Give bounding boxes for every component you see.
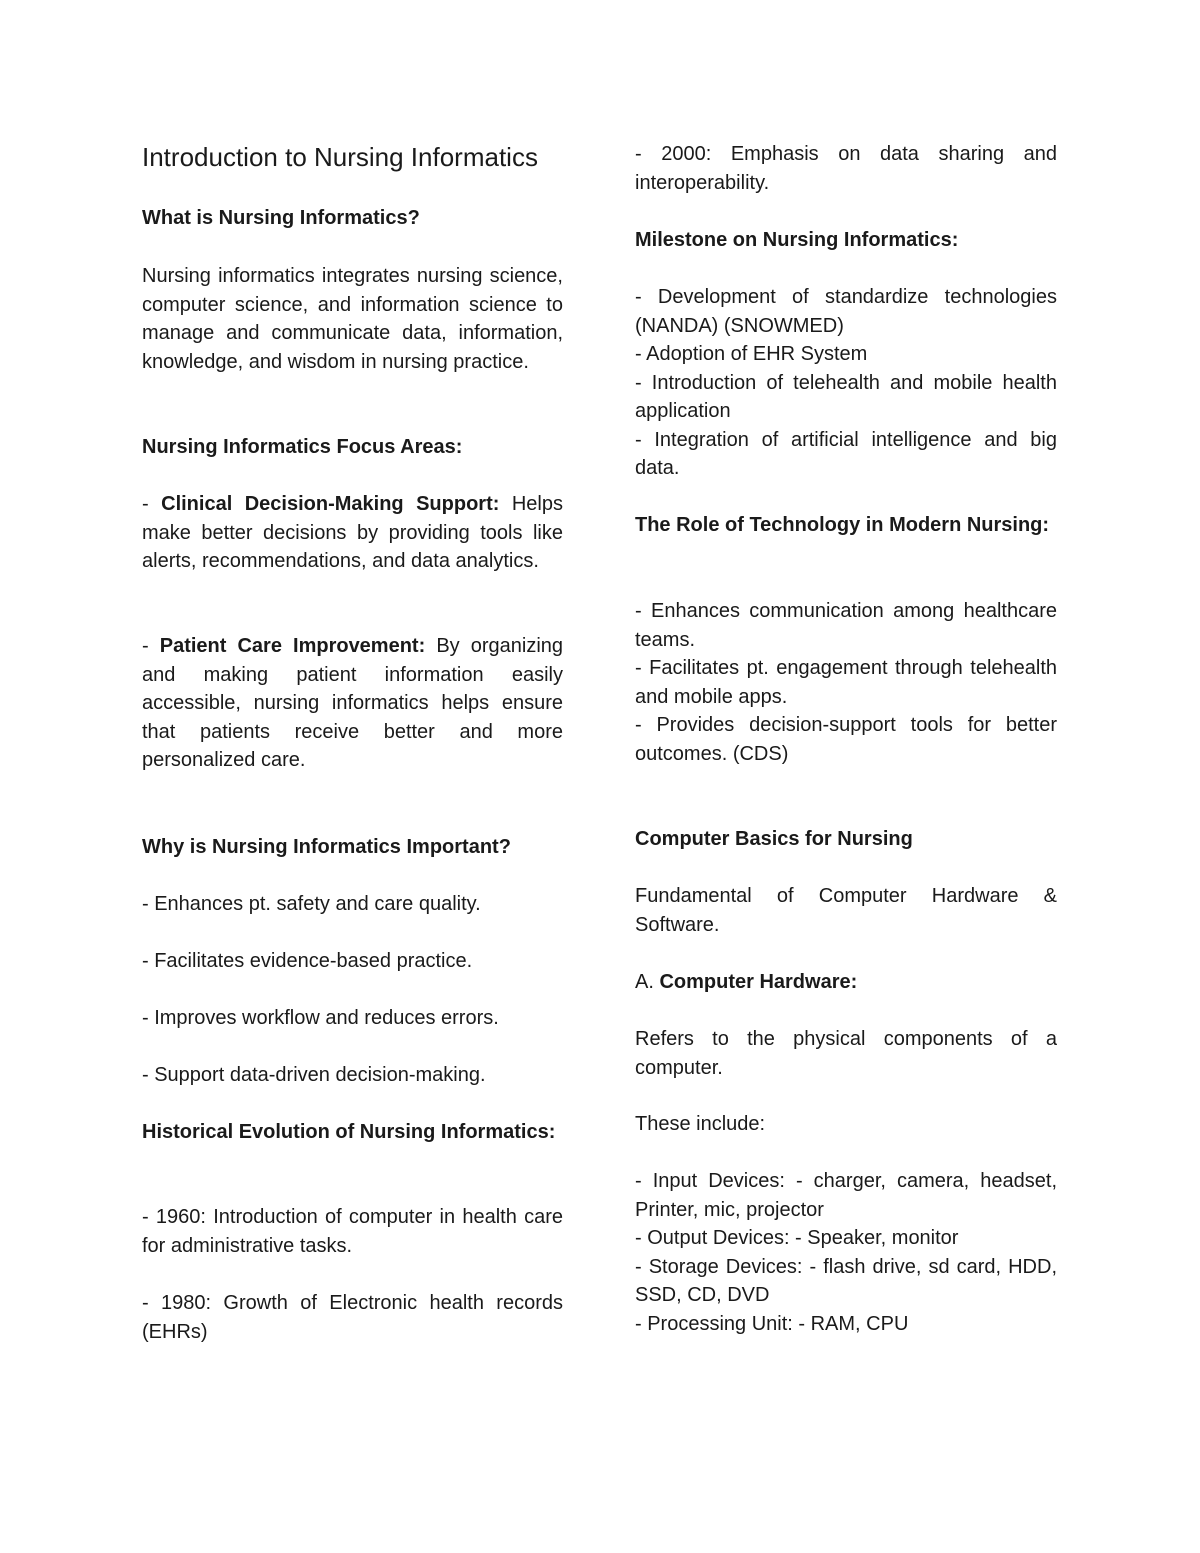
- why-item: - Enhances pt. safety and care quality.: [142, 893, 481, 915]
- role-item: - Enhances communication among healthcare teams.: [635, 600, 1057, 651]
- milestone-list: [635, 283, 1057, 483]
- why-item: - Improves workflow and reduces errors.: [142, 1007, 499, 1029]
- focus-item-clinical: [142, 490, 563, 576]
- fundamental-text: Fundamental of Computer Hardware & Software.: [635, 885, 1057, 936]
- page-title: Introduction to Nursing Informatics: [142, 142, 538, 172]
- history-heading: Historical Evolution of Nursing Informatics:: [142, 1121, 556, 1143]
- milestone-item: - Development of standardize technologies (NANDA) (SNOWMED): [635, 286, 1057, 337]
- focus-item-label: Clinical Decision-Making Support:: [161, 493, 500, 515]
- role-heading: The Role of Technology in Modern Nursing:: [635, 514, 1050, 536]
- role-list: [635, 597, 1057, 768]
- focus-item-label: Patient Care Improvement:: [159, 635, 426, 657]
- hardware-prefix: A.: [635, 971, 660, 993]
- device-item: - Input Devices: - charger, camera, headset, Printer, mic, projector: [635, 1170, 1057, 1221]
- focus-heading: Nursing Informatics Focus Areas:: [142, 436, 463, 458]
- milestone-heading: Milestone on Nursing Informatics:: [635, 229, 959, 251]
- why-item: - Support data-driven decision-making.: [142, 1064, 486, 1086]
- milestone-item: - Introduction of telehealth and mobile health application: [635, 371, 1057, 422]
- role-item: - Provides decision-support tools for better outcomes. (CDS): [635, 714, 1057, 765]
- focus-item-prefix: -: [142, 635, 160, 657]
- device-item: - Output Devices: - Speaker, monitor: [635, 1227, 959, 1249]
- what-heading: What is Nursing Informatics?: [142, 207, 420, 229]
- milestone-item: - Adoption of EHR System: [635, 343, 868, 365]
- history-item-continued: - 2000: Emphasis on data sharing and interoperability.: [635, 143, 1057, 194]
- device-item: - Storage Devices: - flash drive, sd card, HDD, SSD, CD, DVD: [635, 1255, 1057, 1306]
- focus-item-patient-care: [142, 632, 563, 775]
- why-item: - Facilitates evidence-based practice.: [142, 950, 473, 972]
- why-heading: Why is Nursing Informatics Important?: [142, 836, 511, 858]
- focus-item-text: Helps make better decisions by providing tools like alerts, recommendations, and data analytics.: [142, 493, 563, 572]
- history-item: - 1960: Introduction of computer in health care for administrative tasks.: [142, 1206, 563, 1257]
- hardware-heading: [635, 968, 1057, 997]
- focus-item-text: By organizing and making patient information easily accessible, nursing informatics helps ensure that patients receive better and more personalized care.: [142, 635, 564, 771]
- hardware-body: Refers to the physical components of a computer.: [635, 1028, 1057, 1079]
- computer-heading: Computer Basics for Nursing: [635, 828, 913, 850]
- these-include: These include:: [635, 1113, 766, 1135]
- focus-item-prefix: -: [142, 493, 162, 515]
- milestone-item: - Integration of artificial intelligence and big data.: [635, 428, 1057, 479]
- device-item: - Processing Unit: - RAM, CPU: [635, 1312, 909, 1335]
- history-item: - 1980: Growth of Electronic health records (EHRs): [142, 1292, 563, 1343]
- role-item: - Facilitates pt. engagement through telehealth and mobile apps.: [635, 657, 1057, 708]
- what-body: Nursing informatics integrates nursing science, computer science, and information science to manage and communicate data, information, knowledge, and wisdom in nursing practice.: [142, 265, 563, 373]
- device-list: [635, 1167, 1057, 1338]
- hardware-label: Computer Hardware:: [659, 971, 858, 993]
